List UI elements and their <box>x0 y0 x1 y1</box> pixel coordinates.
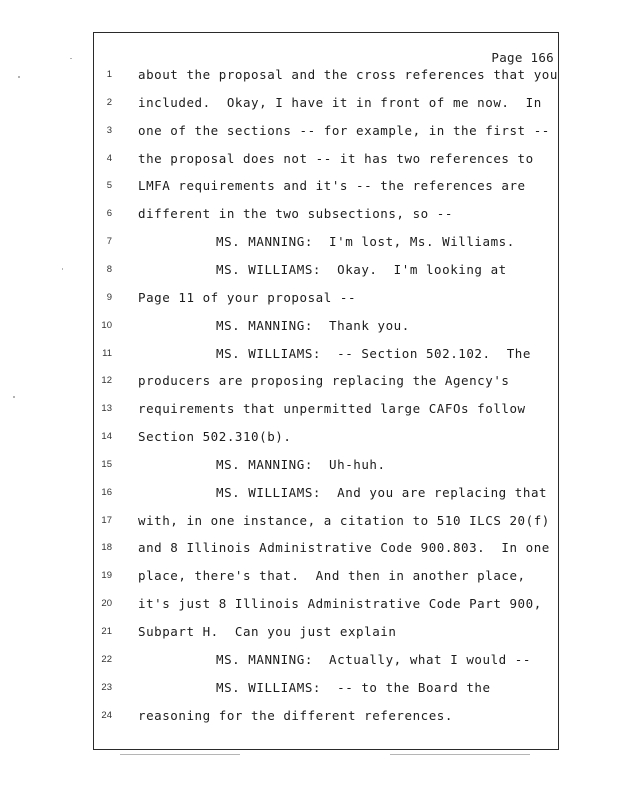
line-number: 20 <box>101 598 112 610</box>
transcript-line <box>0 651 618 671</box>
line-text: LMFA requirements and it's -- the references are <box>138 178 526 194</box>
line-text: place, there's that. And then in another place, <box>138 568 526 584</box>
transcript-line <box>0 567 618 587</box>
transcript-line <box>0 512 618 532</box>
line-number: 5 <box>106 180 112 192</box>
page-number: Page 166 <box>491 50 554 65</box>
line-text: producers are proposing replacing the Agency's <box>138 373 510 389</box>
line-number: 13 <box>101 403 112 415</box>
line-text: MS. WILLIAMS: -- Section 502.102. The <box>216 345 531 361</box>
transcript-line <box>0 317 618 337</box>
transcript-line <box>0 261 618 281</box>
line-text: different in the two subsections, so -- <box>138 206 453 222</box>
scan-speck <box>18 76 20 78</box>
line-number: 24 <box>101 709 112 721</box>
transcript-line <box>0 484 618 504</box>
scan-speck <box>70 58 72 59</box>
line-text: MS. WILLIAMS: -- to the Board the <box>216 679 491 695</box>
transcript-line <box>0 539 618 559</box>
line-number: 23 <box>101 681 112 693</box>
line-text: with, in one instance, a citation to 510 ILCS 20(f) <box>138 512 550 528</box>
line-number: 9 <box>106 291 112 303</box>
line-number: 1 <box>106 69 112 80</box>
line-text: Page 11 of your proposal -- <box>138 289 357 305</box>
transcript-line <box>0 679 618 699</box>
line-number: 2 <box>106 96 112 108</box>
transcript-line <box>0 623 618 643</box>
transcript-line <box>0 94 618 114</box>
line-number: 22 <box>101 653 112 665</box>
line-text: the proposal does not -- it has two references to <box>138 150 534 166</box>
scan-artifact <box>390 754 530 755</box>
transcript-line <box>0 400 618 420</box>
scan-speck <box>13 396 15 398</box>
line-number: 10 <box>101 319 112 331</box>
transcript-line <box>0 372 618 392</box>
line-number: 11 <box>102 347 112 359</box>
line-text: about the proposal and the cross references that you <box>138 67 558 82</box>
line-number: 16 <box>101 486 112 498</box>
line-text: Subpart H. Can you just explain <box>138 624 397 639</box>
line-number: 19 <box>101 570 112 582</box>
line-number: 18 <box>101 542 112 554</box>
line-text: MS. MANNING: Thank you. <box>216 317 410 333</box>
line-text: and 8 Illinois Administrative Code 900.803. In one <box>138 540 550 556</box>
line-number: 4 <box>106 152 112 164</box>
transcript-line <box>0 205 618 225</box>
line-number: 7 <box>106 236 112 248</box>
line-number: 6 <box>106 208 112 220</box>
line-text: included. Okay, I have it in front of me now. In <box>138 94 542 110</box>
transcript-line <box>0 233 618 253</box>
transcript-line <box>0 428 618 448</box>
line-number: 14 <box>101 431 112 443</box>
line-number: 12 <box>101 375 112 387</box>
scan-artifact <box>120 754 240 755</box>
line-number: 17 <box>101 514 112 526</box>
line-text: MS. WILLIAMS: Okay. I'm looking at <box>216 261 507 277</box>
line-text: MS. MANNING: I'm lost, Ms. Williams. <box>216 234 515 250</box>
line-number: 3 <box>106 124 112 136</box>
line-text: one of the sections -- for example, in the first -- <box>138 122 550 138</box>
transcript-line <box>0 122 618 142</box>
line-text: MS. MANNING: Actually, what I would -- <box>216 651 531 667</box>
line-text: requirements that unpermitted large CAFOs follow <box>138 401 526 417</box>
transcript-line <box>0 595 618 615</box>
transcript-line <box>0 150 618 170</box>
transcript-line <box>0 707 618 727</box>
line-number: 8 <box>106 263 112 275</box>
line-text: reasoning for the different references. <box>138 707 453 723</box>
transcript-line <box>0 456 618 476</box>
transcript-line <box>0 177 618 197</box>
line-text: MS. MANNING: Uh-huh. <box>216 456 386 472</box>
transcript-line <box>0 345 618 365</box>
transcript-line <box>0 289 618 309</box>
transcript-line <box>0 66 618 86</box>
line-text: MS. WILLIAMS: And you are replacing that <box>216 484 548 500</box>
line-number: 21 <box>101 626 112 637</box>
scan-speck <box>62 268 63 270</box>
line-text: Section 502.310(b). <box>138 429 292 445</box>
line-text: it's just 8 Illinois Administrative Code Part 900, <box>138 596 542 612</box>
line-number: 15 <box>101 458 112 470</box>
